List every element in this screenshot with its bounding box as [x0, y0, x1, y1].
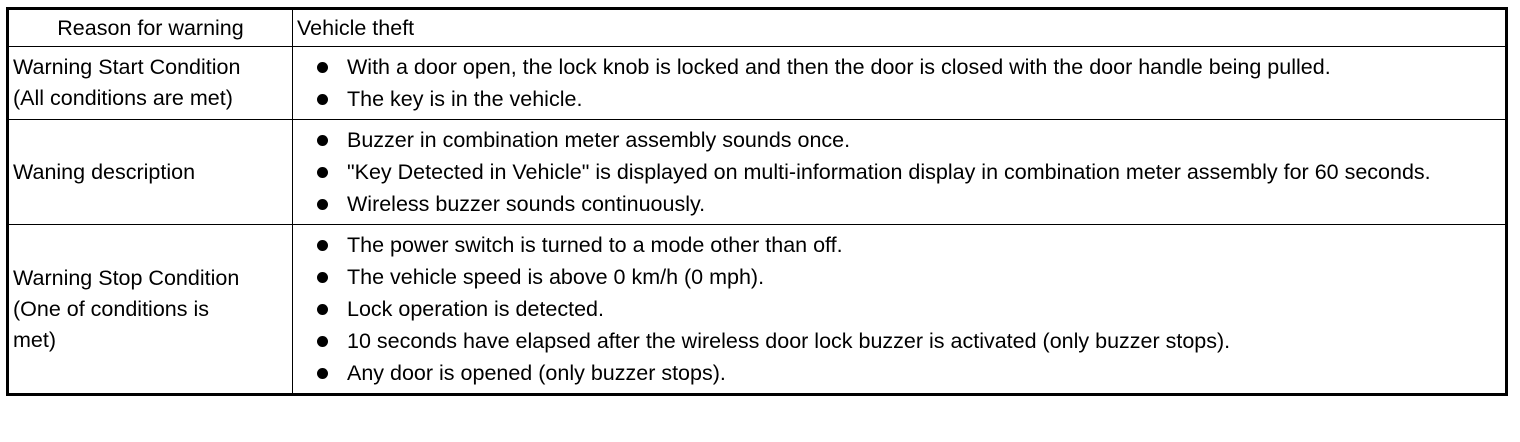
list-item-text: Wireless buzzer sounds continuously.: [347, 192, 706, 216]
bullet-list: [297, 225, 1501, 393]
list-item: [297, 188, 1501, 220]
list-item: [297, 83, 1501, 115]
bullet-list: [297, 47, 1501, 119]
row-items-cell: [293, 225, 1507, 395]
list-item-text: The power switch is turned to a mode other than off.: [347, 233, 843, 257]
bullet-list: [297, 120, 1501, 224]
list-item-text: With a door open, the lock knob is locked and then the door is closed with the door handle being pulled.: [347, 55, 1331, 79]
bullet-icon: [317, 167, 328, 178]
bullet-icon: [317, 272, 328, 283]
row-label-line: Warning Start Condition: [13, 55, 241, 79]
row-items-cell: [293, 47, 1507, 120]
list-item-text: The vehicle speed is above 0 km/h (0 mph).: [347, 265, 765, 289]
list-item: [297, 293, 1501, 325]
header-label: Reason for warning: [57, 16, 244, 40]
bullet-icon: [317, 368, 328, 379]
row-label-cell: [8, 225, 293, 395]
row-label-line: (All conditions are met): [13, 86, 233, 110]
bullet-icon: [317, 336, 328, 347]
row-label-line: met): [13, 327, 56, 352]
bullet-icon: [317, 135, 328, 146]
row-label-line: Warning Stop Condition: [13, 265, 240, 290]
row-items-cell: [293, 120, 1507, 225]
table-row: [8, 47, 1507, 120]
bullet-icon: [317, 94, 328, 105]
list-item-text: 10 seconds have elapsed after the wireless door lock buzzer is activated (only buzzer stops).: [347, 329, 1231, 353]
row-label-cell: [8, 120, 293, 225]
list-item: [297, 229, 1501, 261]
list-item: [297, 325, 1501, 357]
bullet-icon: [317, 240, 328, 251]
header-value-cell: [293, 9, 1507, 47]
bullet-icon: [317, 62, 328, 73]
header-value: Vehicle theft: [297, 16, 415, 40]
list-item: [297, 156, 1501, 188]
row-label-cell: [8, 47, 293, 120]
list-item-text: "Key Detected in Vehicle" is displayed on multi-information display in combination meter assembly for 60 seconds.: [347, 160, 1431, 184]
list-item: [297, 357, 1501, 389]
list-item-text: Any door is opened (only buzzer stops).: [347, 361, 726, 385]
list-item-text: The key is in the vehicle.: [347, 87, 583, 111]
bullet-icon: [317, 199, 328, 210]
list-item: [297, 124, 1501, 156]
table-header-row: [8, 9, 1507, 47]
list-item-text: Buzzer in combination meter assembly sounds once.: [347, 128, 851, 152]
warning-table: [6, 7, 1508, 396]
table-row: [8, 225, 1507, 395]
list-item-text: Lock operation is detected.: [347, 297, 604, 321]
table-row: [8, 120, 1507, 225]
row-label-line: Waning description: [13, 159, 196, 184]
bullet-icon: [317, 304, 328, 315]
list-item: [297, 51, 1501, 83]
row-label-line: (One of conditions is: [13, 296, 209, 321]
header-label-cell: [8, 9, 293, 47]
list-item: [297, 261, 1501, 293]
